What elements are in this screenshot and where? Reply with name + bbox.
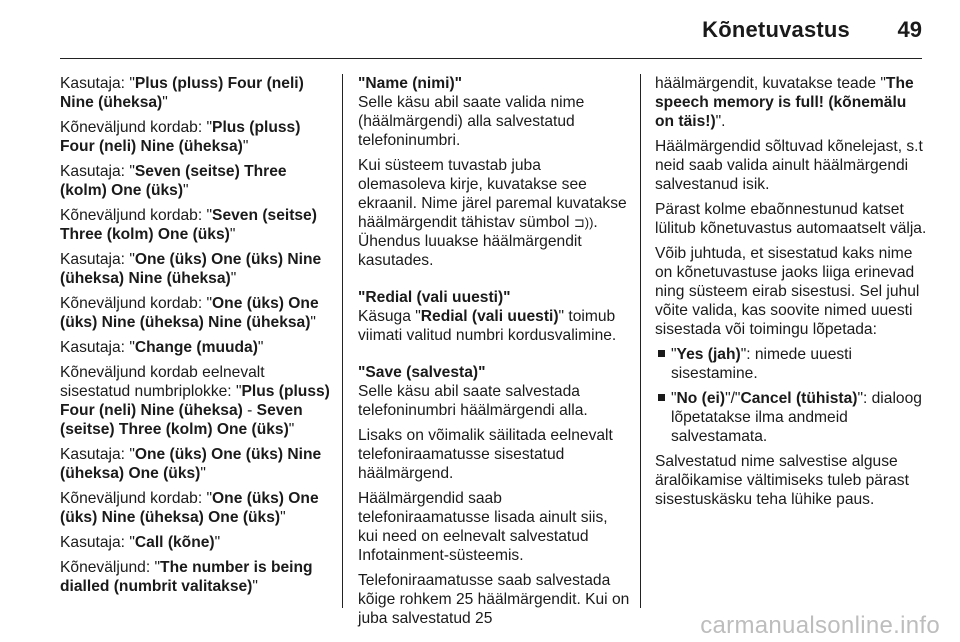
column-divider: [640, 74, 641, 608]
paragraph: Pärast kolme ebaõnnestunud katset lülitub kõnetuvastus automaatselt välja.: [655, 201, 927, 237]
paragraph: Selle käsu abil saate valida nime (häälmärgendi) alla salvestatud telefoninumbri.: [358, 94, 585, 149]
dialog-line: Kasutaja: "Call (kõne)": [60, 534, 221, 551]
paragraph: Selle käsu abil saate salvestada telefoninumbri häälmärgendi alla.: [358, 383, 588, 419]
dialog-line: Kasutaja: "One (üks) One (üks) Nine (üheksa) Nine (üheksa)": [60, 251, 322, 287]
dialog-line: Kõneväljund: "The number is being dialled (numbrit valitakse)": [60, 559, 313, 595]
paragraph: Käsuga "Redial (vali uuesti)" toimub viimati valitud numbri kordusvalimine.: [358, 308, 617, 344]
option-list: [655, 345, 927, 446]
list-item: "Yes (jah)": nimede uuesti sisestamine.: [655, 345, 927, 383]
dialog-line: Kõneväljund kordab: "One (üks) One (üks) Nine (üheksa) One (üks)": [60, 490, 319, 526]
paragraph: Häälmärgendid saab telefoniraamatusse lisada ainult siis, kui need on eelnevalt salvestatud Infotainment-süsteemis.: [358, 490, 608, 564]
voice-tag-icon: ⊐)): [573, 215, 594, 230]
list-item: "No (ei)"/"Cancel (tühista)": dialoog lõpetatakse ilma andmeid salvestamata.: [655, 389, 927, 446]
column-divider: [342, 74, 343, 608]
paragraph: Kui süsteem tuvastab juba olemasoleva kirje, kuvatakse see ekraanil. Nime järel paremal kuvatakse häälmärgendit tähistav sümbol ⊐)). Ühendus luuakse häälmärgendit kasutades.: [358, 157, 627, 269]
dialog-line: Kõneväljund kordab: "Seven (seitse) Three (kolm) One (üks)": [60, 207, 317, 243]
section-heading-name: "Name (nimi)": [358, 75, 463, 92]
page-number: 49: [897, 17, 922, 42]
page-header: [60, 0, 922, 59]
section-heading-redial: "Redial (vali uuesti)": [358, 289, 511, 306]
dialog-line: Kasutaja: "Change (muuda)": [60, 339, 264, 356]
dialog-line: Kõneväljund kordab eelnevalt sisestatud numbriplokke: "Plus (pluss) Four (neli) Nine (üheksa) - Seven (seitse) Three (kolm) One (üks)": [60, 364, 330, 438]
column-3: [655, 74, 927, 515]
paragraph: Võib juhtuda, et sisestatud kaks nime on kõnetuvastuse jaoks liiga erinevad ning süsteem eirab sisestusi. Sel juhul võite valida, kas soovite nimed uuesti sisestada või toimingu lõpetada:: [655, 245, 920, 338]
dialog-line: Kasutaja: "Plus (pluss) Four (neli) Nine (üheksa)": [60, 75, 304, 111]
bullet-square-icon: [658, 394, 665, 401]
paragraph: Salvestatud nime salvestise alguse äralõikamise vältimiseks tuleb pärast sisestuskäsku teha lühike paus.: [655, 453, 909, 508]
column-2: [358, 74, 630, 634]
dialog-line: Kõneväljund kordab: "One (üks) One (üks) Nine (üheksa) Nine (üheksa)": [60, 295, 319, 331]
page-title: Kõnetuvastus: [702, 17, 850, 42]
column-1: [60, 74, 332, 602]
paragraph: Häälmärgendid sõltuvad kõnelejast, s.t neid saab valida ainult häälmärgendi salvestanud isik.: [655, 138, 923, 193]
dialog-line: Kõneväljund kordab: "Plus (pluss) Four (neli) Nine (üheksa)": [60, 119, 301, 155]
watermark: carmanualsonline.info: [700, 612, 940, 639]
dialog-line: Kasutaja: "One (üks) One (üks) Nine (üheksa) One (üks)": [60, 446, 322, 482]
dialog-line: Kasutaja: "Seven (seitse) Three (kolm) One (üks)": [60, 163, 287, 199]
section-heading-save: "Save (salvesta)": [358, 364, 486, 381]
paragraph: Lisaks on võimalik säilitada eelnevalt telefoniraamatusse sisestatud häälmärgend.: [358, 427, 613, 482]
bullet-square-icon: [658, 350, 665, 357]
paragraph: häälmärgendit, kuvatakse teade "The speech memory is full! (kõnemälu on täis!)".: [655, 75, 914, 130]
paragraph: Telefoniraamatusse saab salvestada kõige rohkem 25 häälmärgendit. Kui on juba salvestatud 25: [358, 572, 630, 627]
